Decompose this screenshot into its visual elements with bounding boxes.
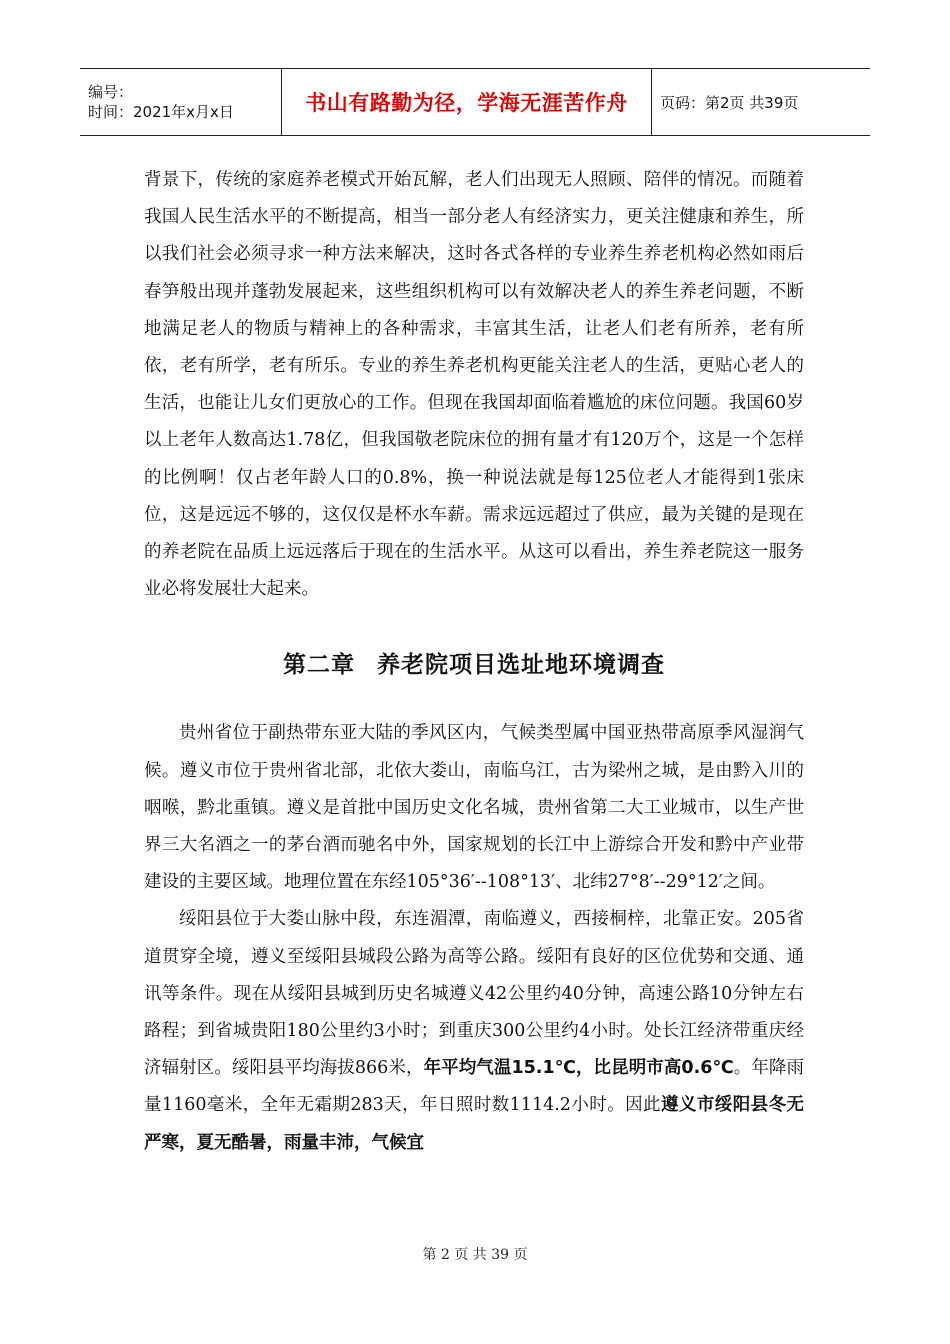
- chapter-number: 第二章: [283, 652, 355, 679]
- body-paragraph-3-bold-1: 年平均气温15.1℃，比昆明市高0.6℃: [423, 1058, 734, 1079]
- document-time-label: 时间：2021年x月x日: [88, 103, 234, 121]
- footer-page-number: 第 2 页 共 39 页: [422, 1247, 528, 1263]
- page-footer: [0, 1244, 950, 1264]
- body-paragraph-3-text-a: 绥阳县位于大娄山脉中段，东连湄潭，南临遵义，西接桐梓，北靠正安。205省道贯穿全境，遵义至绥阳县城段公路为高等公路。绥阳有良好的区位优势和交通、通讯等条件。现在从绥阳县城到历史名城遵义42公里约40分钟，高速公路10分钟左右路程；到省城贵阳180公里约3小时；到重庆300公里约4小时。处长江经济带重庆经济辐射区。绥阳县平均海拔866米，: [144, 909, 804, 1079]
- chapter-heading: [144, 646, 804, 679]
- body-paragraph-1: 背景下，传统的家庭养老模式开始瓦解，老人们出现无人照顾、陪伴的情况。而随着我国人民生活水平的不断提高，相当一部分老人有经济实力，更关注健康和养生，所以我们社会必须寻求一种方法来解决，这时各式各样的专业养生养老机构必然如雨后春笋般出现并蓬勃发展起来，这些组织机构可以有效解决老人的养生养老问题，不断地满足老人的物质与精神上的各种需求，丰富其生活，让老人们老有所养，老有所依，老有所学，老有所乐。专业的养生养老机构更能关注老人的生活，更贴心老人的生活，也能让儿女们更放心的工作。但现在我国却面临着尴尬的床位问题。我国60岁以上老年人数高达1.78亿，但我国敬老院床位的拥有量才有120万个，这是一个怎样的比例啊！仅占老年龄人口的0.8%，换一种说法就是每125位老人才能得到1张床位，这是远远不够的，这仅仅是杯水车薪。需求远远超过了供应，最为关键的是现在的养老院在品质上远远落后于现在的生活水平。从这可以看出，养生养老院这一服务业必将发展壮大起来。: [144, 170, 804, 600]
- document-number-label: 编号：: [88, 83, 134, 101]
- body-paragraph-3-bold-2: 遵义市绥阳县冬无严寒，夏无酷暑，雨量丰沛，气候宜: [144, 1095, 805, 1153]
- header-meta-cell: [80, 69, 282, 135]
- document-body: [144, 162, 804, 1162]
- header-motto: 书山有路勤为径，学海无涯苦作舟: [305, 91, 628, 115]
- chapter-title: 养老院项目选址地环境调查: [377, 652, 665, 679]
- header-motto-cell: [282, 69, 652, 135]
- header-page-info: 页码：第2页 共39页: [660, 93, 799, 112]
- body-paragraph-3-text-b: 。年降雨量1160毫米，全年无霜期283天，年日照时数1114.2小时。因此: [144, 1058, 805, 1116]
- document-header: [80, 68, 870, 136]
- body-paragraph-2: 贵州省位于副热带东亚大陆的季风区内，气候类型属中国亚热带高原季风湿润气候。遵义市位于贵州省北部，北依大娄山，南临乌江，古为梁州之城，是由黔入川的咽喉，黔北重镇。遵义是首批中国历史文化名城，贵州省第二大工业城市，以生产世界三大名酒之一的茅台酒而驰名中外，国家规划的长江中上游综合开发和黔中产业带建设的主要区域。地理位置在东经105°36′--108°13′、北纬27°8′--29°12′之间。: [144, 723, 804, 893]
- header-page-cell: [652, 69, 870, 135]
- body-paragraph-3: [144, 901, 804, 1161]
